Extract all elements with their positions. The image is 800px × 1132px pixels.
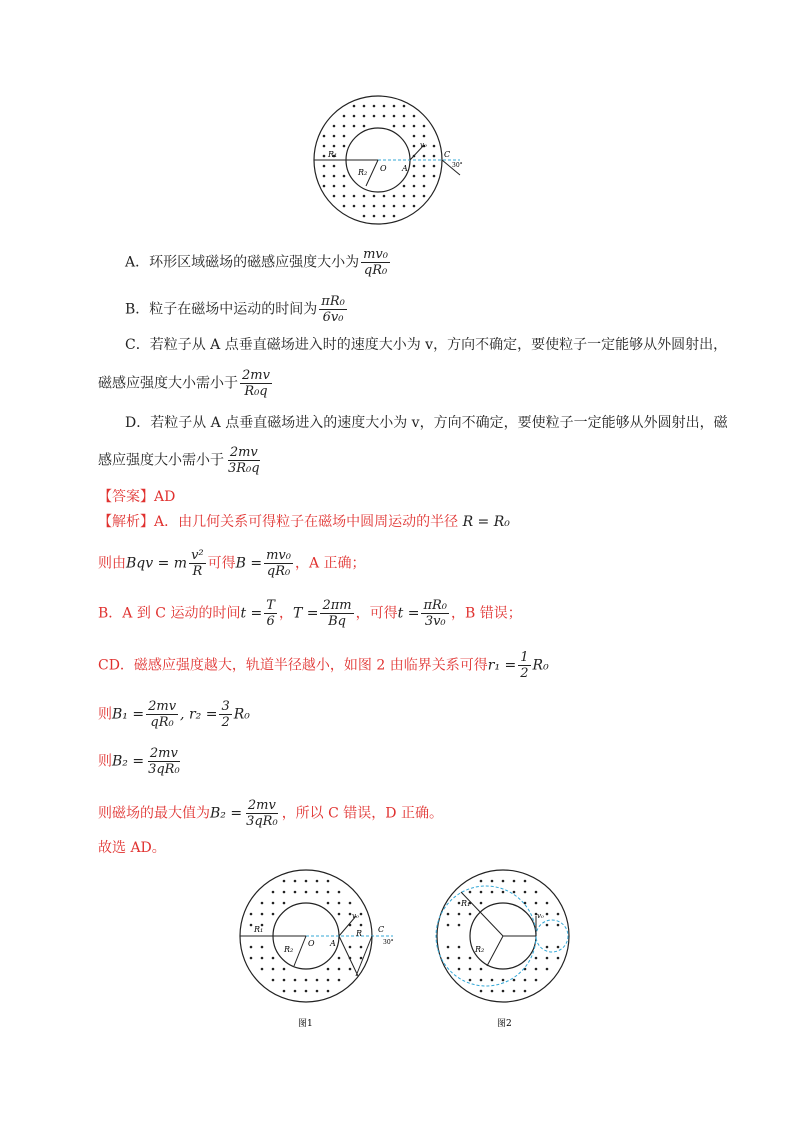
field-dot xyxy=(524,990,527,993)
field-dot xyxy=(283,990,286,993)
field-dot xyxy=(316,891,319,894)
field-dot xyxy=(343,175,346,178)
field-dot xyxy=(557,957,560,960)
label-a: A xyxy=(330,939,336,948)
field-dot xyxy=(327,880,330,883)
field-dot xyxy=(343,205,346,208)
field-dot xyxy=(316,880,319,883)
field-dot xyxy=(413,185,416,188)
field-dot xyxy=(360,924,363,927)
field-dot xyxy=(557,913,560,916)
analysis-line-4: CD．磁感应强度越大，轨道半径越小，如图 2 由临界关系可得r₁ = $\frac{1}{2}$ R₀ xyxy=(98,650,549,681)
field-dot xyxy=(283,979,286,982)
field-dot xyxy=(333,165,336,168)
field-dot xyxy=(327,891,330,894)
field-dot xyxy=(393,115,396,118)
field-dot xyxy=(535,968,538,971)
field-dot xyxy=(305,891,308,894)
field-dot xyxy=(333,185,336,188)
field-dot xyxy=(557,946,560,949)
field-dot xyxy=(413,165,416,168)
field-dot xyxy=(323,145,326,148)
field-dot xyxy=(403,205,406,208)
field-dot xyxy=(546,968,549,971)
field-dot xyxy=(283,880,286,883)
label-c: C xyxy=(378,925,385,934)
field-dot xyxy=(294,891,297,894)
figure-1 xyxy=(228,866,408,1036)
field-dot xyxy=(403,195,406,198)
field-dot xyxy=(546,924,549,927)
field-dot xyxy=(546,902,549,905)
field-dot xyxy=(261,902,264,905)
field-dot xyxy=(513,891,516,894)
field-dot xyxy=(363,115,366,118)
field-dot xyxy=(491,979,494,982)
field-dot xyxy=(535,891,538,894)
field-dot xyxy=(363,215,366,218)
field-dot xyxy=(323,155,326,158)
field-dot xyxy=(327,902,330,905)
field-dot xyxy=(349,913,352,916)
label-r2: R₂ xyxy=(284,945,294,954)
field-dot xyxy=(458,902,461,905)
field-dot xyxy=(413,135,416,138)
field-dot xyxy=(283,902,286,905)
field-dot xyxy=(283,968,286,971)
field-dot xyxy=(433,175,436,178)
field-dot xyxy=(333,135,336,138)
label-o: O xyxy=(380,164,387,173)
field-dot xyxy=(338,913,341,916)
field-dot xyxy=(305,990,308,993)
field-dot xyxy=(272,891,275,894)
field-dot xyxy=(513,880,516,883)
caption-fig1: 图1 xyxy=(298,1019,313,1029)
field-dot xyxy=(338,957,341,960)
field-dot xyxy=(480,979,483,982)
radius-r-line xyxy=(339,936,358,976)
field-dot xyxy=(353,195,356,198)
field-dot xyxy=(458,968,461,971)
radius-r-line-2 xyxy=(356,936,372,976)
field-dot xyxy=(373,195,376,198)
field-dot xyxy=(261,968,264,971)
field-dot xyxy=(294,880,297,883)
field-dot xyxy=(343,195,346,198)
field-dot xyxy=(480,880,483,883)
field-dot xyxy=(403,105,406,108)
field-dot xyxy=(491,891,494,894)
field-dot xyxy=(480,968,483,971)
figure-2 xyxy=(425,866,585,1036)
field-dot xyxy=(458,946,461,949)
field-dot xyxy=(403,115,406,118)
field-dot xyxy=(316,979,319,982)
label-v: v₀ xyxy=(420,141,427,149)
field-dot xyxy=(383,215,386,218)
field-dot xyxy=(502,880,505,883)
field-dot xyxy=(338,979,341,982)
field-dot xyxy=(250,957,253,960)
field-dot xyxy=(524,979,527,982)
field-dot xyxy=(433,165,436,168)
field-dot xyxy=(283,891,286,894)
caption-fig2: 图2 xyxy=(497,1019,512,1029)
field-dot xyxy=(305,880,308,883)
field-dot xyxy=(261,957,264,960)
label-r1: R₁ xyxy=(328,150,338,159)
field-dot xyxy=(272,902,275,905)
field-dot xyxy=(327,979,330,982)
field-dot xyxy=(423,155,426,158)
option-b: B．粒子在磁场中运动的时间为 $\frac{\text{πR₀}}{\text{6v₀}}$ xyxy=(125,294,345,325)
field-dot xyxy=(327,990,330,993)
label-o: O xyxy=(308,939,315,948)
field-dot xyxy=(338,902,341,905)
field-dot xyxy=(469,957,472,960)
field-dot xyxy=(393,195,396,198)
analysis-line-8: 故选 AD。 xyxy=(98,840,166,856)
field-dot xyxy=(480,990,483,993)
field-dot xyxy=(524,902,527,905)
label-r2: R₂ xyxy=(358,168,368,177)
field-dot xyxy=(480,902,483,905)
field-dot xyxy=(363,205,366,208)
field-dot xyxy=(423,135,426,138)
analysis-line-2: 则由Bqv = m $\frac{\text{v²}}{R}$ 可得B = $\frac{\text{mv₀}}{\text{qR₀}}$ ，A 正确； xyxy=(98,548,366,579)
field-dot xyxy=(447,913,450,916)
field-dot xyxy=(272,913,275,916)
label-angle: 30° xyxy=(383,939,394,946)
field-dot xyxy=(447,946,450,949)
field-dot xyxy=(502,891,505,894)
field-dot xyxy=(333,175,336,178)
field-dot xyxy=(535,979,538,982)
field-dot xyxy=(353,205,356,208)
analysis-line-6: 则B₂ = $\frac{2mv}{\text{3qR₀}}$ xyxy=(98,746,180,777)
field-dot xyxy=(338,968,341,971)
analysis-line-7: 则磁场的最大值为B₂ = $\frac{2mv}{\text{3qR₀}}$ ，所以 C 错误，D 正确。 xyxy=(98,798,443,829)
field-dot xyxy=(513,979,516,982)
field-dot xyxy=(360,946,363,949)
field-dot xyxy=(413,195,416,198)
field-dot xyxy=(535,957,538,960)
field-dot xyxy=(343,125,346,128)
field-dot xyxy=(360,913,363,916)
field-dot xyxy=(250,946,253,949)
field-dot xyxy=(458,913,461,916)
field-dot xyxy=(433,145,436,148)
field-dot xyxy=(413,205,416,208)
field-dot xyxy=(338,891,341,894)
field-dot xyxy=(469,968,472,971)
field-dot xyxy=(349,968,352,971)
field-dot xyxy=(333,195,336,198)
field-dot xyxy=(469,891,472,894)
field-dot xyxy=(349,946,352,949)
field-dot xyxy=(480,891,483,894)
field-dot xyxy=(363,195,366,198)
field-dot xyxy=(343,115,346,118)
field-dot xyxy=(383,195,386,198)
field-dot xyxy=(294,979,297,982)
option-d-line2: 感应强度大小需小于 $\frac{2mv}{\text{3R₀q}}$ xyxy=(98,445,260,476)
label-r: R xyxy=(356,929,363,938)
label-r1: R₁ xyxy=(254,925,264,934)
field-dot xyxy=(393,215,396,218)
field-dot xyxy=(383,205,386,208)
field-dot xyxy=(413,125,416,128)
field-dot xyxy=(360,957,363,960)
field-dot xyxy=(557,924,560,927)
field-dot xyxy=(305,979,308,982)
field-dot xyxy=(447,924,450,927)
field-dot xyxy=(343,145,346,148)
field-dot xyxy=(333,125,336,128)
field-dot xyxy=(349,902,352,905)
analysis-line-3: B．A 到 C 运动的时间t = $\frac{T}{6}$ ，T = $\frac{2\pi m}{Bq}$ ，可得t = $\frac{\text{πR₀}}{\text{3v₀}}$ ，B 错误； xyxy=(98,598,522,629)
field-dot xyxy=(261,946,264,949)
field-dot xyxy=(383,105,386,108)
field-dot xyxy=(413,115,416,118)
option-a: A．环形区域磁场的磁感应强度大小为 $\frac{\text{mv₀}}{\text{qR₀}}$ xyxy=(125,247,388,278)
field-dot xyxy=(323,175,326,178)
field-dot xyxy=(327,968,330,971)
field-dot xyxy=(294,990,297,993)
field-dot xyxy=(447,957,450,960)
field-dot xyxy=(363,125,366,128)
field-dot xyxy=(373,105,376,108)
field-dot xyxy=(393,105,396,108)
label-r2: R₂ xyxy=(475,945,485,954)
field-dot xyxy=(535,902,538,905)
field-dot xyxy=(423,195,426,198)
field-dot xyxy=(469,979,472,982)
field-dot xyxy=(491,990,494,993)
label-r1: R₁ xyxy=(461,899,471,908)
label-c: C xyxy=(444,150,451,159)
analysis-line-1: 【解析】A．由几何关系可得粒子在磁场中圆周运动的半径 R = R₀ xyxy=(98,514,510,530)
field-dot xyxy=(423,125,426,128)
field-dot xyxy=(433,155,436,158)
field-dot xyxy=(546,913,549,916)
field-dot xyxy=(413,145,416,148)
field-dot xyxy=(458,957,461,960)
label-a: A xyxy=(402,164,408,173)
field-dot xyxy=(423,175,426,178)
field-dot xyxy=(343,135,346,138)
option-d-line1: D．若粒子从 A 点垂直磁场进入的速度大小为 v，方向不确定，要使粒子一定能够从外圆射出，磁 xyxy=(125,415,728,431)
top-figure xyxy=(300,85,480,235)
field-dot xyxy=(413,175,416,178)
field-dot xyxy=(323,165,326,168)
field-dot xyxy=(316,990,319,993)
field-dot xyxy=(393,125,396,128)
field-dot xyxy=(250,924,253,927)
option-c-line1: C．若粒子从 A 点垂直磁场进入时的速度大小为 v，方向不确定，要使粒子一定能够从外圆射出， xyxy=(125,337,728,353)
option-c-line2: 磁感应强度大小需小于 $\frac{2mv}{\text{R₀q}}$ xyxy=(98,368,270,399)
label-angle: 30° xyxy=(452,162,463,169)
field-dot xyxy=(403,125,406,128)
label-v: v₀ xyxy=(537,912,544,920)
field-dot xyxy=(353,125,356,128)
field-dot xyxy=(250,913,253,916)
field-dot xyxy=(546,946,549,949)
field-dot xyxy=(333,145,336,148)
field-dot xyxy=(353,105,356,108)
field-dot xyxy=(393,205,396,208)
label-v: v₀ xyxy=(352,912,359,920)
field-dot xyxy=(343,185,346,188)
field-dot xyxy=(513,990,516,993)
field-dot xyxy=(363,105,366,108)
field-dot xyxy=(524,891,527,894)
field-dot xyxy=(491,880,494,883)
field-dot xyxy=(373,215,376,218)
field-dot xyxy=(373,205,376,208)
field-dot xyxy=(546,957,549,960)
analysis-line-5: 则B₁ = $\frac{2mv}{\text{qR₀}}$ , r₂ = $\frac{3}{2}$ R₀ xyxy=(98,699,250,730)
field-dot xyxy=(353,115,356,118)
field-dot xyxy=(423,185,426,188)
field-dot xyxy=(272,979,275,982)
field-dot xyxy=(524,880,527,883)
trajectory-small xyxy=(536,920,568,952)
field-dot xyxy=(502,990,505,993)
field-dot xyxy=(423,165,426,168)
field-dot xyxy=(323,135,326,138)
field-dot xyxy=(469,913,472,916)
field-dot xyxy=(458,924,461,927)
field-dot xyxy=(373,115,376,118)
field-dot xyxy=(502,979,505,982)
field-dot xyxy=(272,968,275,971)
answer-line: 【答案】AD xyxy=(98,489,176,505)
field-dot xyxy=(383,115,386,118)
field-dot xyxy=(272,957,275,960)
field-dot xyxy=(403,185,406,188)
field-dot xyxy=(323,185,326,188)
field-dot xyxy=(261,913,264,916)
